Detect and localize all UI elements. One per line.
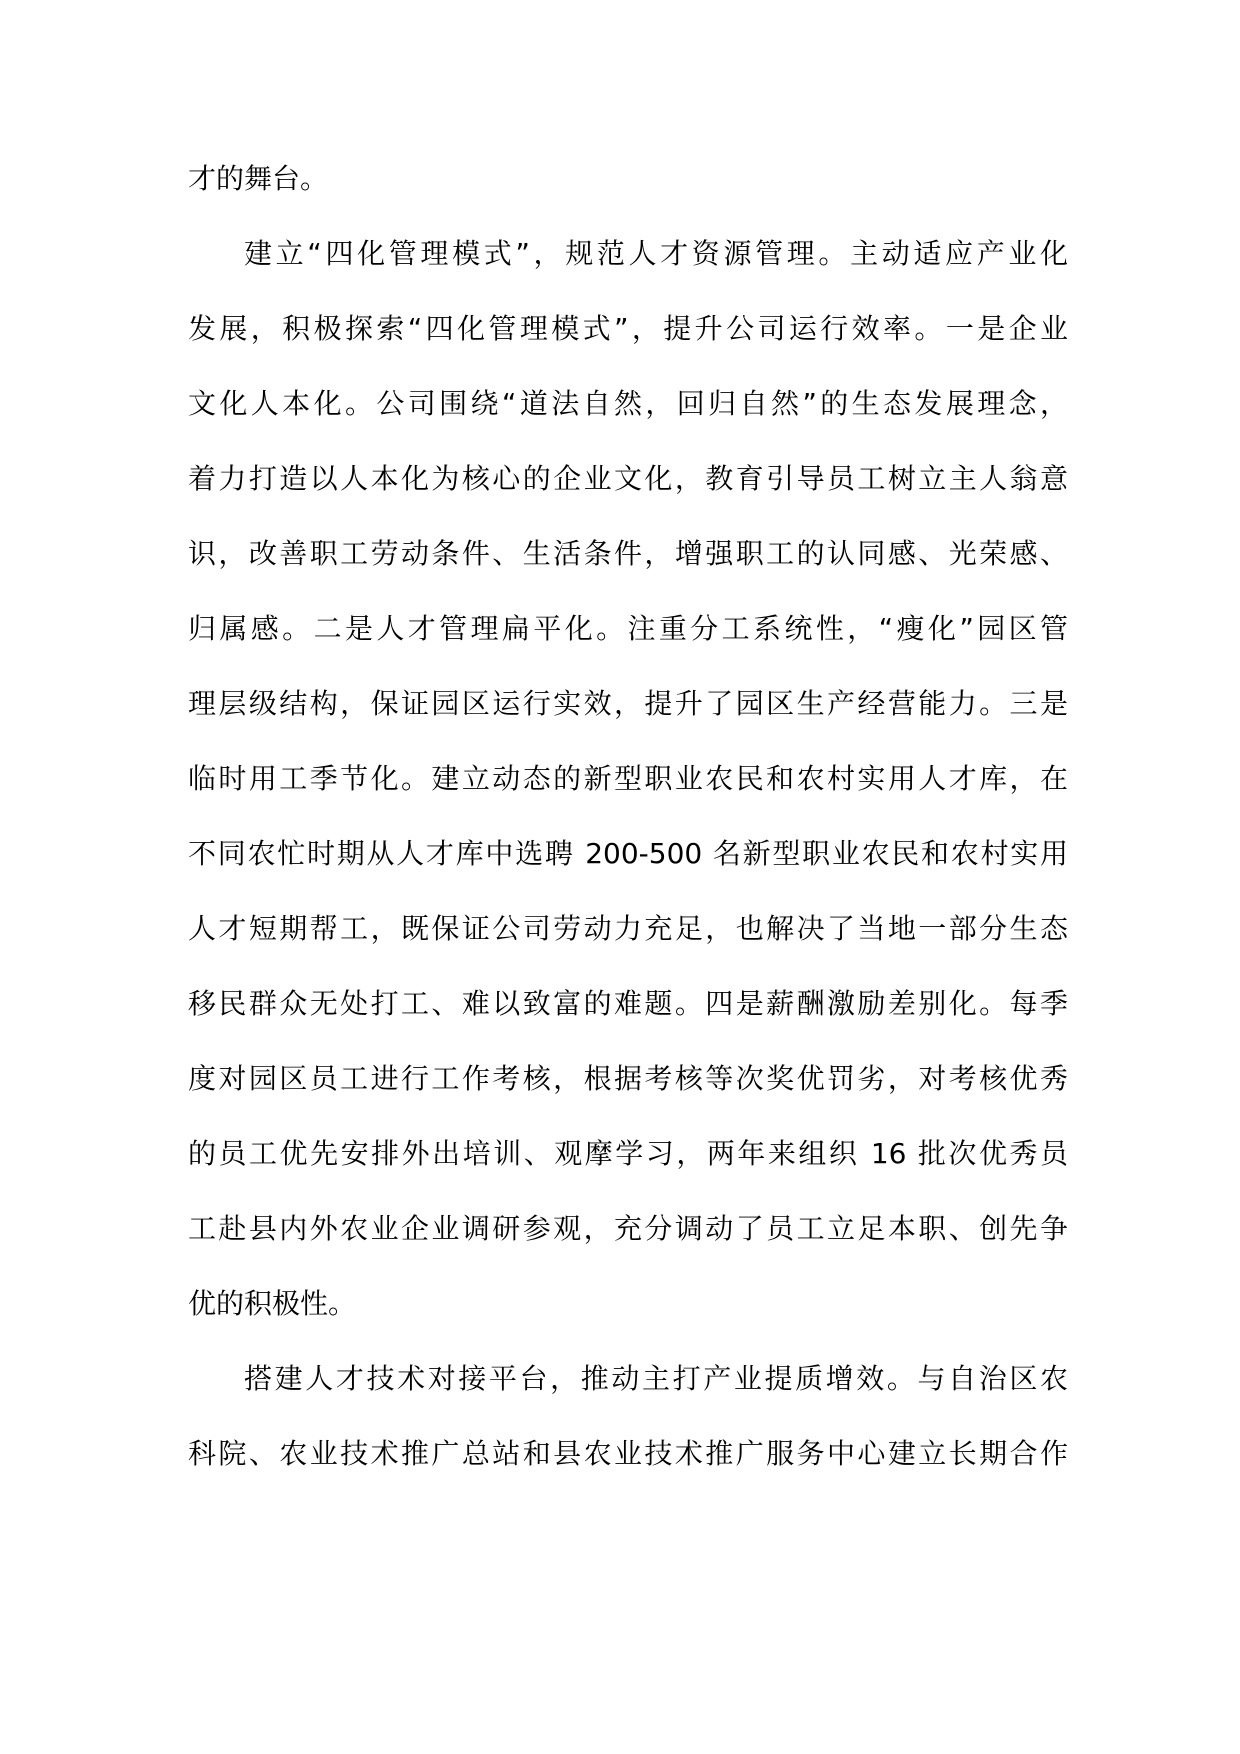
paragraph-end-line: 优的积极性。 [188,1287,357,1320]
text-line: 才的舞台。 [188,162,329,195]
paragraph-start-line: 搭建人才技术对接平台，推动主打产业提质增效。与自治区农 [244,1362,1068,1395]
text-line: 科院、农业技术推广总站和县农业技术推广服务中心建立长期合作 [188,1437,1068,1470]
text-line: 工赴县内外农业企业调研参观，充分调动了员工立足本职、创先争 [188,1212,1068,1245]
body-text [188,160,1068,1510]
paragraph-start-line: 建立“四化管理模式”，规范人才资源管理。主动适应产业化 [244,237,1068,270]
text-line: 人才短期帮工，既保证公司劳动力充足，也解决了当地一部分生态 [188,912,1068,945]
text-line: 临时用工季节化。建立动态的新型职业农民和农村实用人才库，在 [188,762,1068,795]
text-line: 着力打造以人本化为核心的企业文化，教育引导员工树立主人翁意 [188,462,1068,495]
text-line: 的员工优先安排外出培训、观摩学习，两年来组织 16 批次优秀员 [188,1137,1068,1170]
text-line: 归属感。二是人才管理扁平化。注重分工系统性，“瘦化”园区管 [188,612,1068,645]
text-line: 理层级结构，保证园区运行实效，提升了园区生产经营能力。三是 [188,687,1068,720]
text-line: 识，改善职工劳动条件、生活条件，增强职工的认同感、光荣感、 [188,537,1068,570]
text-line: 移民群众无处打工、难以致富的难题。四是薪酬激励差别化。每季 [188,987,1068,1020]
text-line: 文化人本化。公司围绕“道法自然，回归自然”的生态发展理念， [188,387,1068,420]
text-line: 不同农忙时期从人才库中选聘 200-500 名新型职业农民和农村实用 [188,837,1068,870]
text-line: 度对园区员工进行工作考核，根据考核等次奖优罚劣，对考核优秀 [188,1062,1068,1095]
text-line: 发展，积极探索“四化管理模式”，提升公司运行效率。一是企业 [188,312,1068,345]
